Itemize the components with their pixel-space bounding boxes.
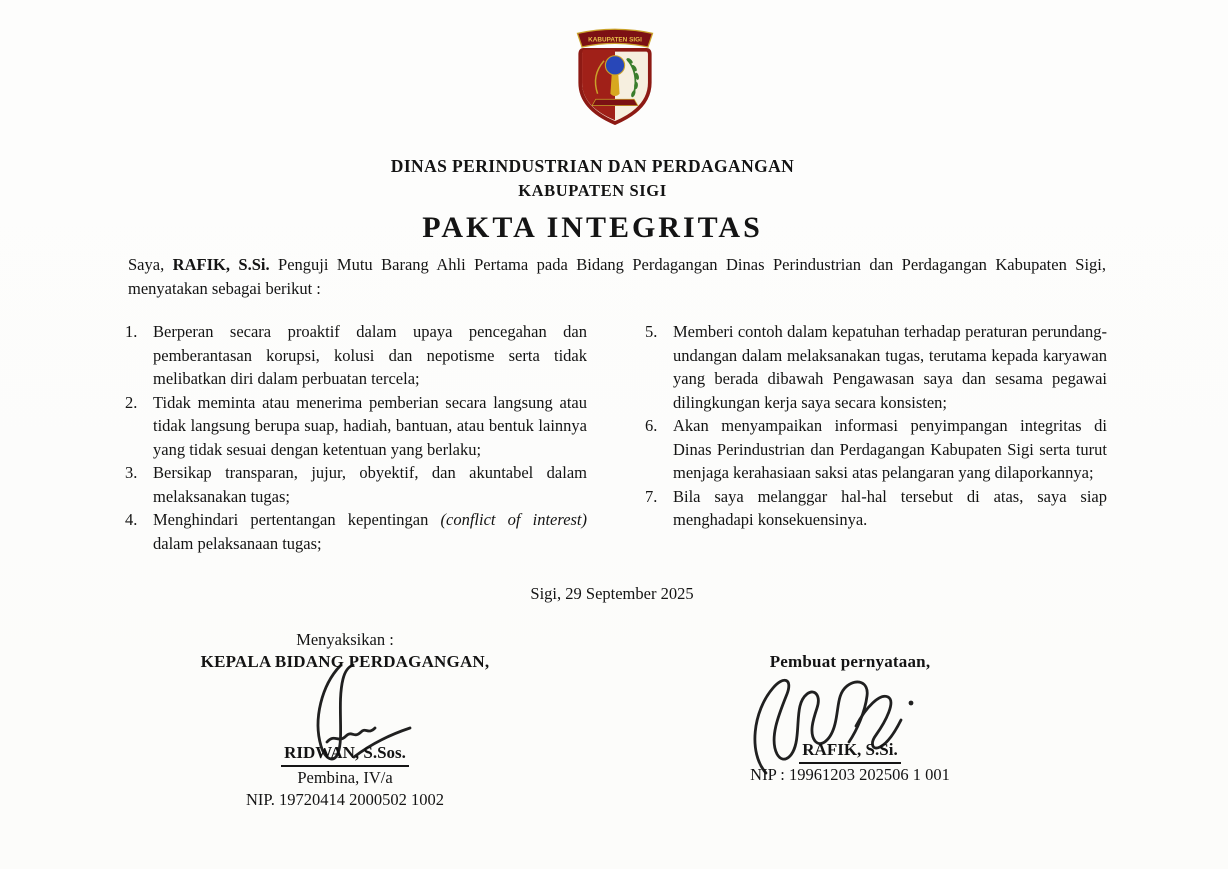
witness-signature-scribble: [268, 663, 436, 771]
kabupaten-sigi-emblem-icon: [569, 26, 661, 134]
item-text-pre: Menghindari pertentangan kepentingan: [153, 510, 441, 529]
witness-name: RIDWAN, S.Sos.: [150, 742, 540, 767]
declarant-name-inline: RAFIK, S.Si.: [172, 255, 270, 274]
statement-column-right: [645, 320, 1107, 555]
statement-columns: [125, 320, 1107, 555]
witness-role: KEPALA BIDANG PERDAGANGAN,: [200, 652, 490, 671]
emblem-banner-text: KABUPATEN SIGI: [588, 36, 642, 44]
item-text: Tidak meminta atau menerima pemberian secara langsung atau tidak langsung berupa suap, hadiah, bantuan, atau bentuk lainnya yang tidak sesuai dengan ketentuan yang berlaku;: [153, 392, 587, 459]
organization-region: KABUPATEN SIGI: [518, 181, 667, 200]
item-number: 3.: [125, 463, 138, 482]
statement-column-left: [125, 320, 587, 555]
item-text: Memberi contoh dalam kepatuhan terhadap peraturan perundang-undangan dalam melaksanakan tugas, terutama kepada karyawan yang berada dibawah Pengawasan saya dan sesama pegawai dilingkungan kerja saya secara konsisten;: [673, 322, 1107, 412]
statement-item-7: [645, 485, 1107, 532]
letterhead: [0, 156, 1185, 245]
declarant-name: RAFIK, S.Si.: [698, 739, 1002, 764]
statement-item-1: [125, 320, 587, 391]
witness-signature-block: [150, 629, 540, 811]
opening-suffix: Penguji Mutu Barang Ahli Pertama pada Bidang Perdagangan Dinas Perindustrian dan Perdagangan Kabupaten Sigi, menyatakan sebagai berikut :: [128, 255, 1106, 298]
item-number: 2.: [125, 392, 138, 412]
declarant-role: Pembuat pernyataan,: [769, 652, 931, 671]
place-date-line: Sigi, 29 September 2025: [530, 584, 694, 603]
declarant-nip: NIP : 19961203 202506 1 001: [750, 765, 950, 784]
item-text: Akan menyampaikan informasi penyimpangan integritas di Dinas Perindustrian dan Perdagangan Kabupaten Sigi serta turut menjaga kerahasiaan saksi atas pelangaran yang dilaporkannya;: [673, 416, 1107, 482]
emblem-blue-circle: [605, 56, 624, 75]
item-text-italic: (conflict of interest): [440, 510, 588, 529]
declarant-signature-block: [698, 651, 1002, 786]
opening-prefix: Saya,: [128, 255, 173, 274]
emblem-ribbon: [592, 99, 638, 105]
item-number: 6.: [645, 416, 658, 435]
item-number: 4.: [125, 510, 138, 529]
item-text: Bila saya melanggar hal-hal tersebut di atas, saya siap menghadapi konsekuensinya.: [673, 486, 1107, 529]
statement-item-6: [645, 414, 1107, 485]
item-text: Bersikap transparan, jujur, obyektif, dan akuntabel dalam melaksanakan tugas;: [153, 463, 587, 506]
witness-rank: Pembina, IV/a: [297, 768, 393, 787]
item-text: [153, 508, 587, 555]
document-title: PAKTA INTEGRITAS: [422, 211, 763, 244]
item-text: Berperan secara proaktif dalam upaya pencegahan dan pemberantasan korupsi, kolusi dan nepotisme serta tidak melibatkan diri dalam perbuatan tercela;: [153, 322, 587, 388]
statement-item-4: [125, 508, 587, 555]
witness-nip: NIP. 19720414 2000502 1002: [245, 790, 444, 809]
item-number: 1.: [125, 322, 138, 341]
item-number: 5.: [645, 322, 658, 341]
statement-item-5: [645, 320, 1107, 414]
item-number: 7.: [645, 486, 658, 506]
witness-caption: Menyaksikan :: [296, 630, 394, 649]
statement-item-2: [125, 391, 587, 462]
declarant-signature-scribble: [740, 663, 918, 775]
opening-paragraph: [128, 253, 1106, 300]
organization-name: DINAS PERINDUSTRIAN DAN PERDAGANGAN: [390, 156, 795, 176]
statement-item-3: [125, 461, 587, 508]
item-text-post: dalam pelaksanaan tugas;: [153, 533, 322, 553]
